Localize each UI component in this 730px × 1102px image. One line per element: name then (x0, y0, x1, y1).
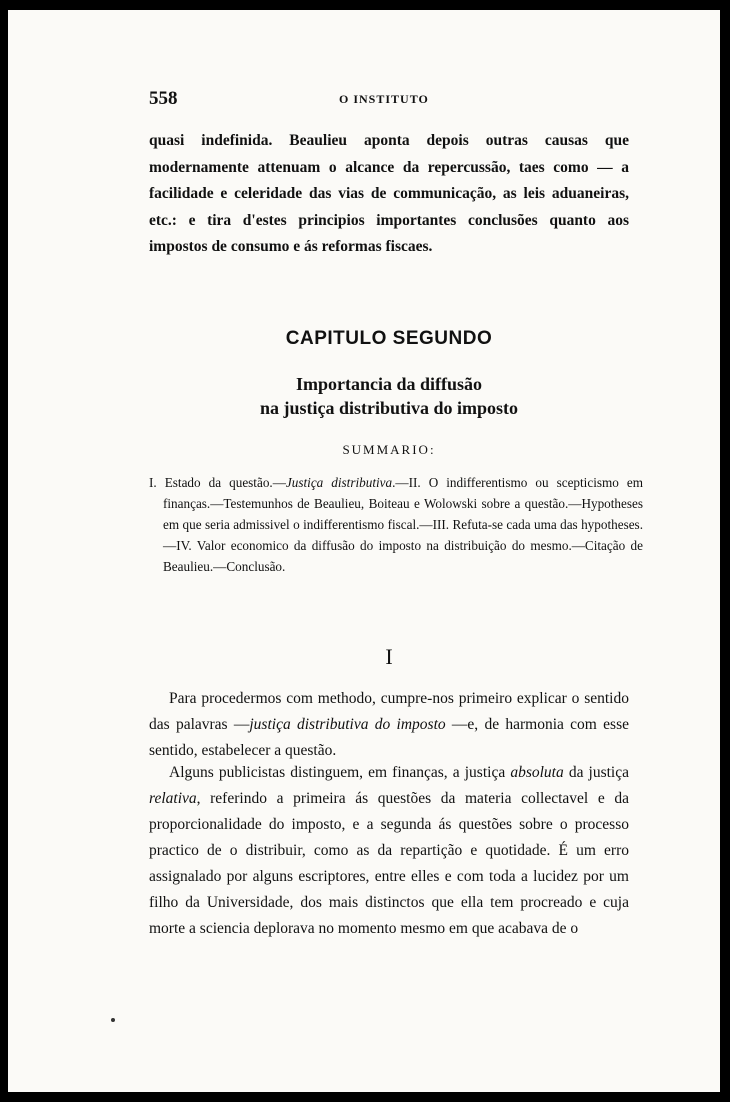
paragraph-2-text-b: da justiça (563, 764, 629, 781)
paragraph-2 (149, 760, 629, 942)
chapter-title: CAPITULO SEGUNDO (285, 328, 493, 349)
paragraph-2-italic-b: relativa (149, 790, 197, 807)
summary-part-1: I. Estado da questão.— (149, 475, 286, 490)
summary-italic: Justiça distributiva (285, 475, 393, 490)
summary-text (149, 472, 643, 577)
summary-part-2: .—II. O indifferentismo ou scepticismo em finanças.—Testemunhos de Beaulieu, Boiteau e Wolowski sobre a questão.—Hypotheses em que seria admissivel o indifferentismo fiscal.—III. Refuta-se cada uma das hypotheses.—IV. Valor economico da diffusão do imposto na distribuição do mesmo.—Citação de Beaulieu.—Conclusão. (163, 475, 643, 574)
page-number: 558 (149, 88, 178, 109)
paragraph-2-italic-a: absoluta (510, 764, 564, 781)
section-number: I (385, 644, 393, 669)
section-title (149, 372, 629, 420)
paragraph-1-text-a: Para procedermos com methodo, cumpre-nos primeiro explicar o sentido das palavras — (149, 690, 629, 733)
page-header (149, 88, 629, 110)
paragraph-1 (149, 686, 629, 764)
paragraph-1-italic: justiça distributiva do imposto (249, 716, 446, 733)
section-title-line-1: Importancia da diffusão (295, 374, 483, 394)
paragraph-1-text-b: —e, de harmonia com esse sentido, estabelecer a questão. (149, 716, 629, 759)
ink-spot (111, 1018, 115, 1022)
book-page (8, 10, 720, 1092)
running-title: O INSTITUTO (339, 92, 429, 106)
paragraph-2-text-a: Alguns publicistas distinguem, em finanças, a justiça (169, 764, 511, 781)
intro-paragraph: quasi indefinida. Beaulieu aponta depois outras causas que modernamente attenuam o alcance da repercussão, taes como — a facilidade e celeridade das vias de communicação, as leis aduaneiras, etc.: e tira d'estes principios importantes conclusões quanto aos impostos de consumo e ás reformas fiscaes. (149, 132, 629, 255)
paragraph-2-text-c: , referindo a primeira ás questões da materia collectavel e da proporcionalidade do imposto, e a segunda ás questões sobre o processo practico de o distribuir, como as da repartição e quotidade. É um erro assignalado por alguns escriptores, entre elles e com toda a lucidez por um filho da Universidade, dos mais distinctos que ella tem procreado e cuja morte a sciencia deplorava no momento mesmo em que acabava de o (149, 790, 629, 937)
summary-heading: SUMMARIO: (342, 442, 436, 457)
section-title-line-2: na justiça distributiva do imposto (259, 398, 519, 418)
